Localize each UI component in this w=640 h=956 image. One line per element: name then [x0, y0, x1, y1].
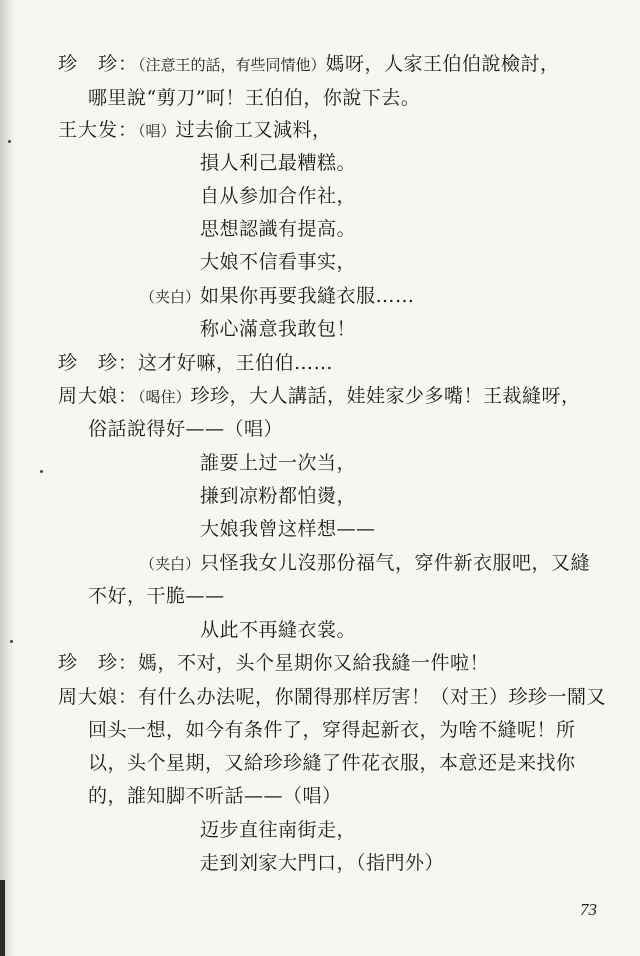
line-text: 有什么办法呢，你鬧得那样厉害！（对王）珍珍一鬧又 [138, 686, 607, 708]
script-line [58, 52, 560, 77]
script-line [200, 151, 356, 175]
stage-direction: （唱） [138, 122, 176, 140]
line-text: 媽呀，人家王伯伯說檢討， [325, 53, 560, 75]
speaker-label: 珍 珍： [58, 652, 139, 674]
script-line [140, 551, 590, 576]
line-text: 俗話說得好——（唱） [88, 418, 284, 440]
speaker-label: 周大娘： [58, 686, 139, 708]
line-text: 这才好嘛，王伯伯…… [138, 352, 334, 374]
binding-shadow [0, 0, 14, 956]
script-line [200, 484, 356, 508]
script-line [58, 651, 489, 675]
line-text: 走到刘家大門口，（指門外） [200, 852, 445, 874]
line-text: 珍珍，大人講話，娃娃家少多嘴！王裁縫呀， [190, 385, 581, 407]
ink-speck [40, 470, 43, 473]
script-line [200, 618, 356, 642]
stage-direction: （夹白） [140, 288, 201, 306]
line-text: 自从参加合作社， [200, 185, 357, 207]
line-text: 迈步直往南街走， [200, 819, 357, 841]
ink-speck [8, 140, 11, 143]
script-line [200, 217, 356, 241]
line-text: 过去偷工又減料， [175, 119, 332, 141]
script-line [58, 118, 332, 143]
script-line [200, 818, 356, 842]
script-line [88, 417, 283, 441]
script-line [88, 751, 576, 775]
speaker-label: 珍 珍： [58, 352, 139, 374]
script-line [200, 184, 356, 208]
line-text: 如果你再要我縫衣服…… [200, 285, 415, 307]
script-line [200, 317, 356, 341]
line-text: 只怪我女儿沒那份福气，穿件新衣服吧，又縫 [200, 552, 591, 574]
script-line [58, 351, 333, 375]
script-line [88, 718, 576, 742]
script-line [58, 384, 581, 409]
page-number: 73 [580, 900, 597, 919]
script-line [88, 584, 225, 608]
script-line [58, 685, 606, 709]
script-line [88, 784, 342, 808]
line-text: 从此不再縫衣裳。 [200, 619, 357, 641]
line-text: 称心滿意我敢包！ [200, 318, 357, 340]
binding-edge [0, 880, 5, 956]
line-text: 的，誰知脚不听話——（唱） [88, 785, 342, 807]
line-text: 大娘我曾这样想—— [200, 518, 376, 540]
script-line [200, 851, 444, 875]
script-line [200, 451, 356, 475]
script-line [140, 284, 415, 309]
line-text: 誰要上过一次当， [200, 452, 357, 474]
line-text: 搛到凉粉都怕燙， [200, 485, 357, 507]
script-line [200, 517, 376, 541]
ink-speck [10, 640, 13, 643]
line-text: 媽，不对，头个星期你又給我縫一件啦！ [138, 652, 490, 674]
speaker-label: 周大娘： [58, 385, 139, 407]
line-text: 回头一想，如今有条件了，穿得起新衣，为啥不縫呢！所 [88, 719, 576, 741]
line-text: 以，头个星期，又給珍珍縫了件花衣服，本意还是来找你 [88, 752, 576, 774]
line-text: 大娘不信看事实， [200, 251, 357, 273]
speaker-label: 王大发： [58, 119, 139, 141]
script-line [88, 86, 420, 110]
line-text: 損人利己最糟糕。 [200, 152, 357, 174]
script-line [200, 250, 356, 274]
speaker-label: 珍 珍： [58, 53, 139, 75]
line-text: 思想認識有提高。 [200, 218, 357, 240]
stage-direction: （注意王的話，有些同情他） [138, 56, 326, 74]
line-text: 不好，干脆—— [88, 585, 225, 607]
stage-direction: （喝住） [138, 388, 191, 406]
stage-direction: （夹白） [140, 555, 201, 573]
line-text: 哪里說“剪刀”呵！王伯伯，你說下去。 [88, 87, 421, 109]
